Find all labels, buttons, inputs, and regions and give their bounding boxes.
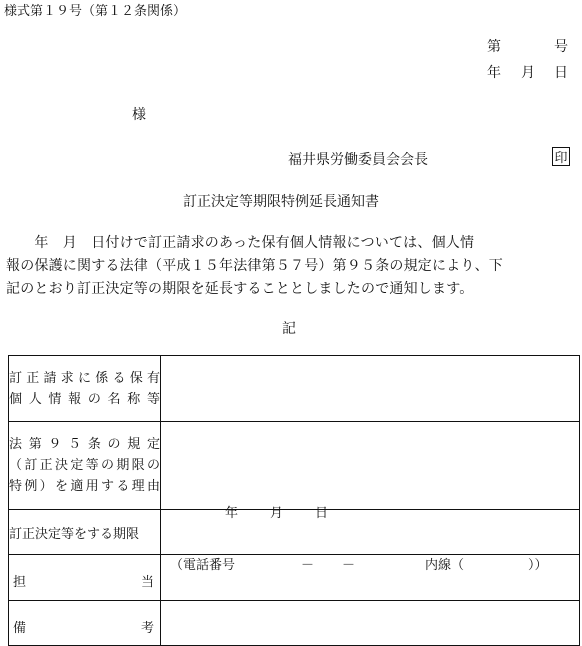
- label-personal-info-line-2: 個人情報の名称等: [9, 391, 160, 407]
- form-number: 様式第１９号（第１２条関係）: [4, 4, 187, 19]
- label-remarks-char-2: 考: [140, 621, 154, 636]
- value-deadline[interactable]: [161, 506, 580, 555]
- body-line-3: 記のとおり訂正決定等の期限を延長することとしましたので通知します。: [6, 281, 474, 297]
- deadline-month-label: 月: [270, 506, 284, 521]
- body-line-2: 報の保護に関する法律（平成１５年法律第５７号）第９５条の規定により、下: [6, 258, 503, 274]
- date-month-label: 月: [521, 65, 535, 81]
- deadline-day-label: 日: [315, 506, 329, 521]
- label-reason-line-3: 特例）を適用する理由: [9, 479, 160, 494]
- table-row-remarks: [9, 601, 580, 646]
- notice-body: [6, 232, 580, 301]
- deadline-year-label: 年: [225, 506, 239, 521]
- notice-table: [8, 355, 580, 646]
- document-number-suffix: 号: [554, 39, 568, 55]
- label-contact: [9, 555, 161, 601]
- issuer-name: 福井県労働委員会会長: [288, 152, 428, 168]
- date-year-label: 年: [487, 65, 501, 81]
- value-personal-info[interactable]: [161, 356, 580, 422]
- label-reason: [9, 422, 161, 510]
- label-contact-char-2: 当: [140, 575, 154, 590]
- label-reason-line-2: （訂正決定等の期限の: [9, 458, 160, 473]
- addressee-honorific: 様: [132, 107, 146, 123]
- table-row-personal-info: [9, 356, 580, 422]
- phone-dash-1: －: [301, 558, 315, 573]
- ki-heading: 記: [282, 321, 296, 337]
- document-title: 訂正決定等期限特例延長通知書: [183, 194, 379, 210]
- extension-close-parens: ））: [528, 558, 548, 573]
- value-contact[interactable]: [161, 555, 580, 601]
- extension-label: 内線（: [425, 558, 465, 573]
- label-remarks-char-1: 備: [13, 621, 27, 636]
- phone-dash-2: －: [342, 558, 356, 573]
- date-day-label: 日: [554, 65, 568, 81]
- seal-label: 印: [554, 151, 568, 166]
- label-personal-info-line-1: 訂正請求に係る保有: [9, 370, 160, 386]
- label-deadline-text: 訂正決定等をする期限: [9, 526, 140, 542]
- label-remarks: [9, 601, 161, 646]
- label-contact-char-1: 担: [13, 575, 27, 590]
- label-reason-line-1: 法第９５条の規定: [9, 437, 160, 452]
- value-remarks[interactable]: [161, 601, 580, 646]
- body-line-1: 年 月 日付けで訂正請求のあった保有個人情報については、個人情: [6, 235, 475, 251]
- label-personal-info: [9, 356, 161, 422]
- phone-number-label: （電話番号: [170, 558, 236, 573]
- table-row-reason: [9, 422, 580, 510]
- document-number-prefix: 第: [487, 39, 501, 55]
- seal-box: [552, 147, 570, 166]
- label-deadline: [9, 510, 161, 555]
- value-reason[interactable]: [161, 422, 580, 510]
- table-row-contact: [9, 555, 580, 601]
- table-row-deadline: [9, 510, 580, 555]
